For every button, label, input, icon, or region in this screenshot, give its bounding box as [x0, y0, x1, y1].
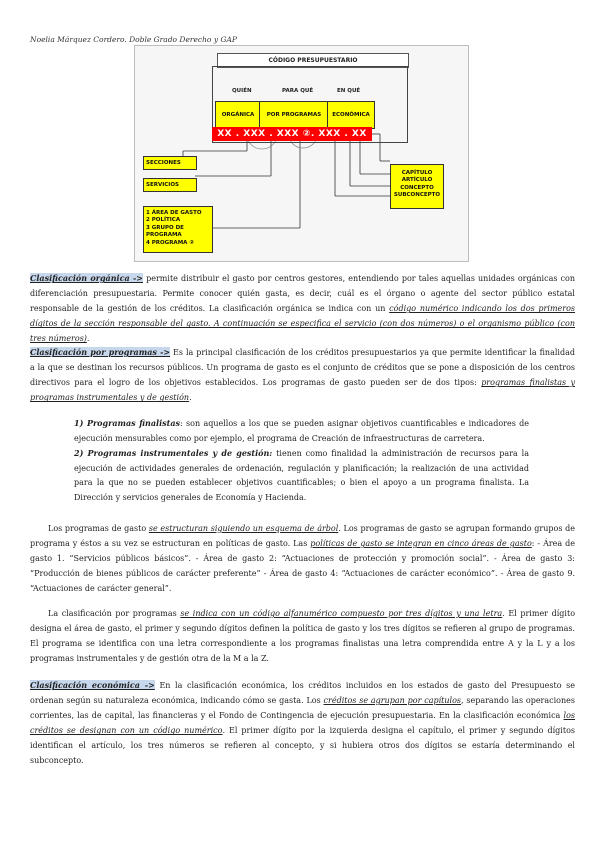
list-item — [74, 416, 529, 446]
text: La clasificación por programas — [48, 609, 181, 618]
box-economic-levels — [390, 164, 444, 209]
paragraph-codigo-programas — [30, 606, 575, 666]
underlined-text: se indica con un código alfanumérico compuesto por tres dígitos y una letra — [180, 609, 503, 618]
econ-level-concepto: CONCEPTO — [400, 184, 434, 191]
program-types-list — [74, 416, 529, 506]
diagram-title: CÓDIGO PRESUPUESTARIO — [217, 53, 409, 68]
item-title: Programas instrumentales y de gestión: — [87, 448, 273, 459]
item-text: tienen como finalidad la administración de recursos para la ejecución de actividades generales de ordenación, regulación y planificación; la realización de una actividad para la que no se pueden establecer objetivos cuantificables; o bien el apoyo a un programa finalista. La Dirección y servicios generales de Economía y Hacienda. — [74, 449, 529, 502]
heading-organica: Clasificación orgánica -> — [30, 273, 144, 283]
underlined-text: políticas de gasto se integran en cinco áreas de gasto — [310, 539, 532, 549]
text: En la clasificación económica, los créditos incluidos en los estados de gasto del Presupuesto se ordenan según su naturaleza económica, indicando cómo se gasta. Los — [30, 681, 575, 706]
underlined-text: código numérico indicando los dos primeros dígitos de la sección responsable del gasto. A continuación se especifica el servicio (con dos números) o el organismo público (con tres números) — [30, 304, 576, 344]
program-level-2: 2 POLÍTICA — [146, 217, 181, 224]
text: . El primer dígito por la izquierda designa el capítulo, el primer y segundo dígitos identifican el artículo, los tres números se refieren al concepto, y si hubiera otros dos dígitos se estaría determinando el subconcepto. — [30, 726, 575, 766]
text: Es la principal clasificación de los créditos presupuestarios ya que permite identificar la finalidad a la que se destinan los recursos públicos. Un programa de gasto es el conjunto de créditos que se pone a disposición de los centros directivos para el logro de los objetivos establecidos. Los programas de gasto pueden ser de dos tipos: — [30, 348, 575, 388]
text: , separando las operaciones corrientes, las de capital, las financieras y el Fondo de Contingencia de ejecución presupuestaria. En la clasificación económica — [30, 696, 575, 721]
column-label-para-que: PARA QUÉ — [282, 88, 314, 94]
budget-code: XX . XXX . XXX ②. XXX . XX — [212, 127, 372, 141]
item-number: 2) — [74, 448, 88, 459]
paragraph-organica — [30, 271, 575, 346]
program-level-4: 4 PROGRAMA ② — [146, 239, 194, 246]
text: : - Área de gasto 1. “Servicios públicos básicos”. - Área de gasto 2: “Actuaciones de protección y promoción social”. - Área de gasto 3: “Producción de bienes públicos de carácter preferente” - Área de gasto 4: “Actuaciones de carácter económico”. - Área de gasto 9. “Actuaciones de carácter general”. — [30, 539, 575, 594]
item-text: : son aquellos a los que se pueden asignar objetivos cuantificables e indicadores de ejecución mensurables como por ejemplo, el programa de Creación de infraestructuras de carretera. — [74, 419, 529, 443]
underlined-text: créditos se agrupan por capítulos — [323, 696, 461, 706]
paragraph-economica — [30, 678, 575, 769]
paragraph-arbol — [30, 521, 575, 596]
text: permite distribuir el gasto por centros gestores, entendiendo por tales aquellas unidades orgánicas con diferenciación presupuestaria. Permite conocer quién gasta, es decir, cuál es el órgano o agente del sector público estatal responsable de la gestión de los créditos. La clasificación orgánica se indica con un — [30, 274, 575, 314]
item-number: 1) — [74, 418, 87, 428]
budget-code-diagram — [134, 45, 469, 262]
econ-level-subconcepto: SUBCONCEPTO — [393, 192, 441, 199]
box-program-levels — [143, 206, 213, 253]
paragraph-programas — [30, 345, 575, 405]
box-organica: ORGÁNICA — [215, 101, 261, 129]
program-level-3: 3 GRUPO DE PROGRAMA — [146, 224, 184, 239]
list-item — [74, 446, 529, 505]
text: . El primer dígito designa el área de gasto, el primer y segundo dígitos definen la política de gasto y los tres dígitos se refieren al grupo de programas. El programa se identifica con una letra correspondiente a los programas finalistas una letra comprendida entre A y la L y a los programas instrumentales y de gestión otra de la M a la Z. — [30, 609, 576, 664]
heading-programas: Clasificación por programas -> — [30, 347, 171, 357]
text: . Los programas de gasto se agrupan formando grupos de programa y éstos a su vez se estructuran en políticas de gasto. Las — [30, 524, 576, 549]
underlined-text: los créditos se designan con un código numérico — [30, 711, 575, 736]
item-title: Programas finalistas — [86, 418, 181, 428]
underlined-text: se estructuran siguiendo un esquema de árbol — [148, 524, 339, 533]
column-label-quien: QUIÉN — [232, 88, 252, 94]
column-label-en-que: EN QUÉ — [337, 88, 361, 94]
box-servicios: SERVICIOS — [143, 178, 197, 192]
box-economica: ECONÓMICA — [327, 101, 375, 129]
econ-level-articulo: ARTÍCULO — [401, 177, 433, 184]
text: . — [189, 393, 192, 403]
page-header: Noelia Márquez Cordero. Doble Grado Derecho y GAP — [30, 35, 237, 44]
program-level-1: 1 ÁREA DE GASTO — [146, 210, 202, 216]
text: . — [86, 334, 90, 344]
underlined-text: programas finalistas y programas instrumentales y de gestión — [30, 378, 575, 403]
box-por-programas: POR PROGRAMAS — [259, 101, 329, 129]
heading-economica: Clasificación económica -> — [30, 680, 155, 690]
econ-level-capitulo: CAPÍTULO — [401, 170, 433, 176]
text: Los programas de gasto — [48, 524, 149, 533]
box-secciones: SECCIONES — [143, 156, 197, 170]
